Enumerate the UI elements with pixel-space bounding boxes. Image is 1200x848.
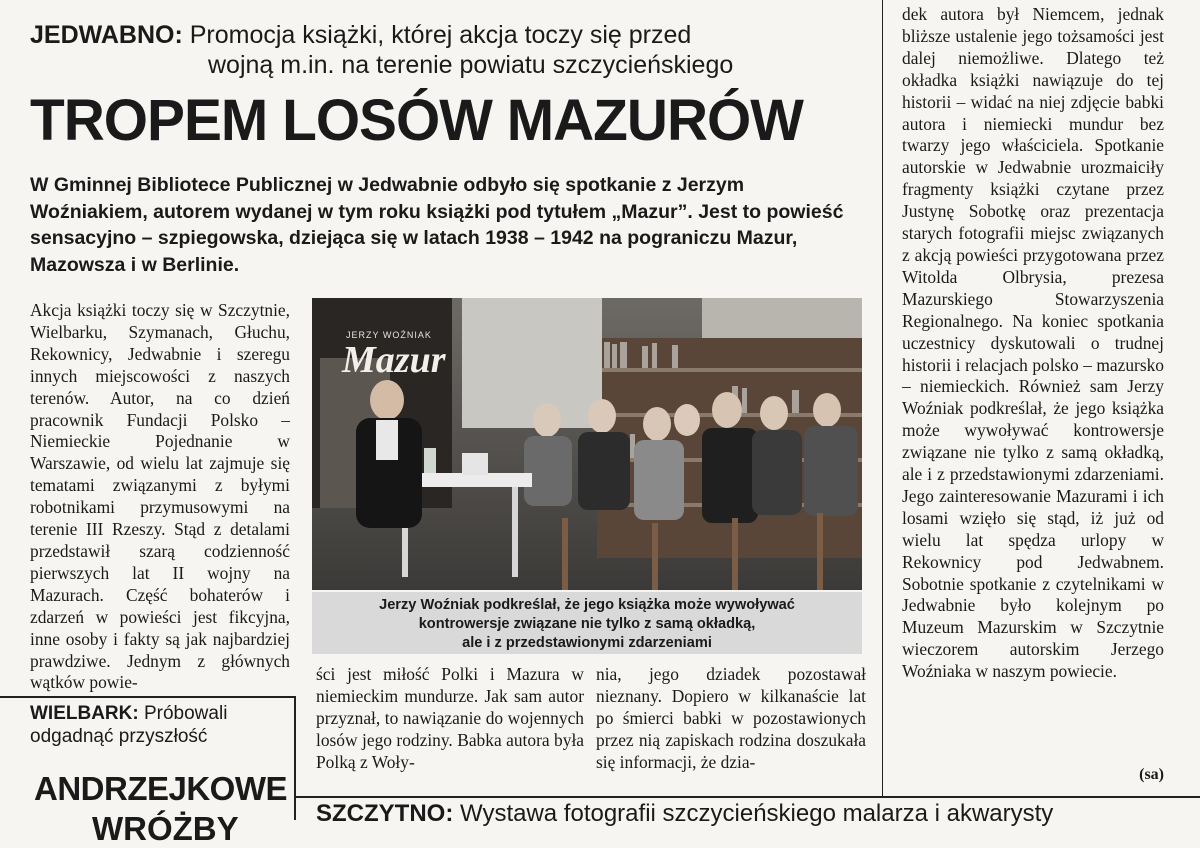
sidebar-kicker bbox=[30, 702, 290, 748]
sidebar-kicker-text: Próbowali odgadnąć przyszłość bbox=[30, 703, 228, 747]
meeting-photo bbox=[312, 298, 862, 590]
article-column-4 bbox=[902, 4, 1164, 683]
article-column-1 bbox=[30, 300, 290, 694]
article-photo bbox=[312, 298, 862, 590]
sidebar-headline-2: WRÓŻBY bbox=[92, 810, 239, 847]
sidebar-place: WIELBARK: bbox=[30, 703, 139, 724]
kicker-place: JEDWABNO: bbox=[30, 21, 183, 49]
column-1-text: Akcja książki toczy się w Szczytnie, Wielbarku, Szymanach, Głuchu, Rekownicy, Jedwabnie i szeregu innych miejscowości z naszych terenów. Autor, na co dzień pracownik Fundacji Polsko – Niemieckie Pojednanie w Warszawie, od wielu lat zajmuje się tematami związanymi z byłymi robotnikami przymusowymi na terenie III Rzeszy. Stąd z detalami przedstawił szarą codzienność pierwszych lat II wojny na Mazurach. Część bohaterów i zdarzeń w powieści jest fikcyjna, inne osoby i fakty są jak najbardziej prawdziwe. Jednym z głównych wątków powie- bbox=[30, 300, 290, 693]
kicker-line-1: Promocja książki, której akcja toczy się przed bbox=[189, 21, 692, 49]
poster-title: Mazur bbox=[342, 339, 446, 381]
kicker-line-2: wojną m.in. na terenie powiatu szczycieńskiego bbox=[208, 51, 734, 79]
next-article-place: SZCZYTNO: bbox=[316, 800, 454, 827]
column-4-text: dek autora był Niemcem, jednak bliższe ustalenie jego tożsamości jest dalej niemożliwe. Dlatego też okładka książki nawiązuje do tej historii – widać na niej zdjęcie babki autora i niemiecki mundur bez twarzy jego właściciela. Spotkanie autorskie w Jedwabnie urozmaiciły fragmenty książki czytane przez Justynę Sobotkę oraz prezentacja starych fotografii miejsc związanych z akcją powieści przygotowana przez Witolda Olbrysia, prezesa Mazurskiego Stowarzyszenia Regionalnego. Na koniec spotkania uczestnicy dyskutowali o trudnej historii i relacjach polsko – mazursko – niemieckich. Również sam Jerzy Woźniak podkreślał, że jego książka może wywoływać kontrowersje związane nie tylko z samą okładką, ale i z przedstawionymi zdarzeniami. Jego zainteresowanie Mazurami i ich losami wzięło się stąd, iż już od wielu lat spędza urlopy w Rekownicy pod Jedwabnem. Sobotnie spotkanie z czytelnikami w Jedwabnie było kolejnym po Muzeum Mazurskim w Szczytnie wieczorem autorskim Jerzego Woźniaka w naszym powiecie. bbox=[902, 4, 1164, 682]
next-article-text: Wystawa fotografii szczycieńskiego malarza i akwarysty bbox=[460, 800, 1054, 827]
photo-caption bbox=[312, 592, 862, 654]
poster-author: JERZY WOŹNIAK bbox=[346, 330, 432, 340]
article-column-2 bbox=[316, 664, 584, 774]
next-article-kicker bbox=[316, 800, 1196, 828]
column-2-text: ści jest miłość Polki i Mazura w niemieckim mundurze. Jak sam autor przyznał, to nawiązanie do wojennych losów jego rodziny. Babka autora była Polką z Woły- bbox=[316, 664, 584, 772]
bottom-divider bbox=[296, 796, 1200, 798]
article-lead: W Gminnej Bibliotece Publicznej w Jedwabnie odbyło się spotkanie z Jerzym Woźniakiem, autorem wydanej w tym roku książki pod tytułem „Mazur”. Jest to powieść sensacyjno – szpiegowska, dziejąca się w latach 1938 – 1942 na pograniczu Mazur, Mazowsza i w Berlinie. bbox=[30, 174, 844, 276]
column-divider bbox=[882, 0, 883, 798]
author-signature: (sa) bbox=[1139, 766, 1164, 783]
column-3-text: nia, jego dziadek pozostawał nieznany. Dopiero w kilkanaście lat po śmierci babki w pozostawionych przez nią zapiskach rodzina doszukała się informacji, że dzia- bbox=[596, 664, 866, 772]
article-column-3 bbox=[596, 664, 866, 774]
caption-line-2: kontrowersje związane nie tylko z samą okładką, bbox=[418, 616, 756, 632]
caption-line-3: ale i z przedstawionymi zdarzeniami bbox=[462, 635, 712, 651]
article-headline: TROPEM LOSÓW MAZURÓW bbox=[30, 88, 803, 153]
caption-line-1: Jerzy Woźniak podkreślał, że jego książka może wywoływać bbox=[379, 597, 795, 613]
sidebar-headline: ANDRZEJKOWE bbox=[34, 770, 288, 807]
article-kicker bbox=[30, 20, 870, 80]
